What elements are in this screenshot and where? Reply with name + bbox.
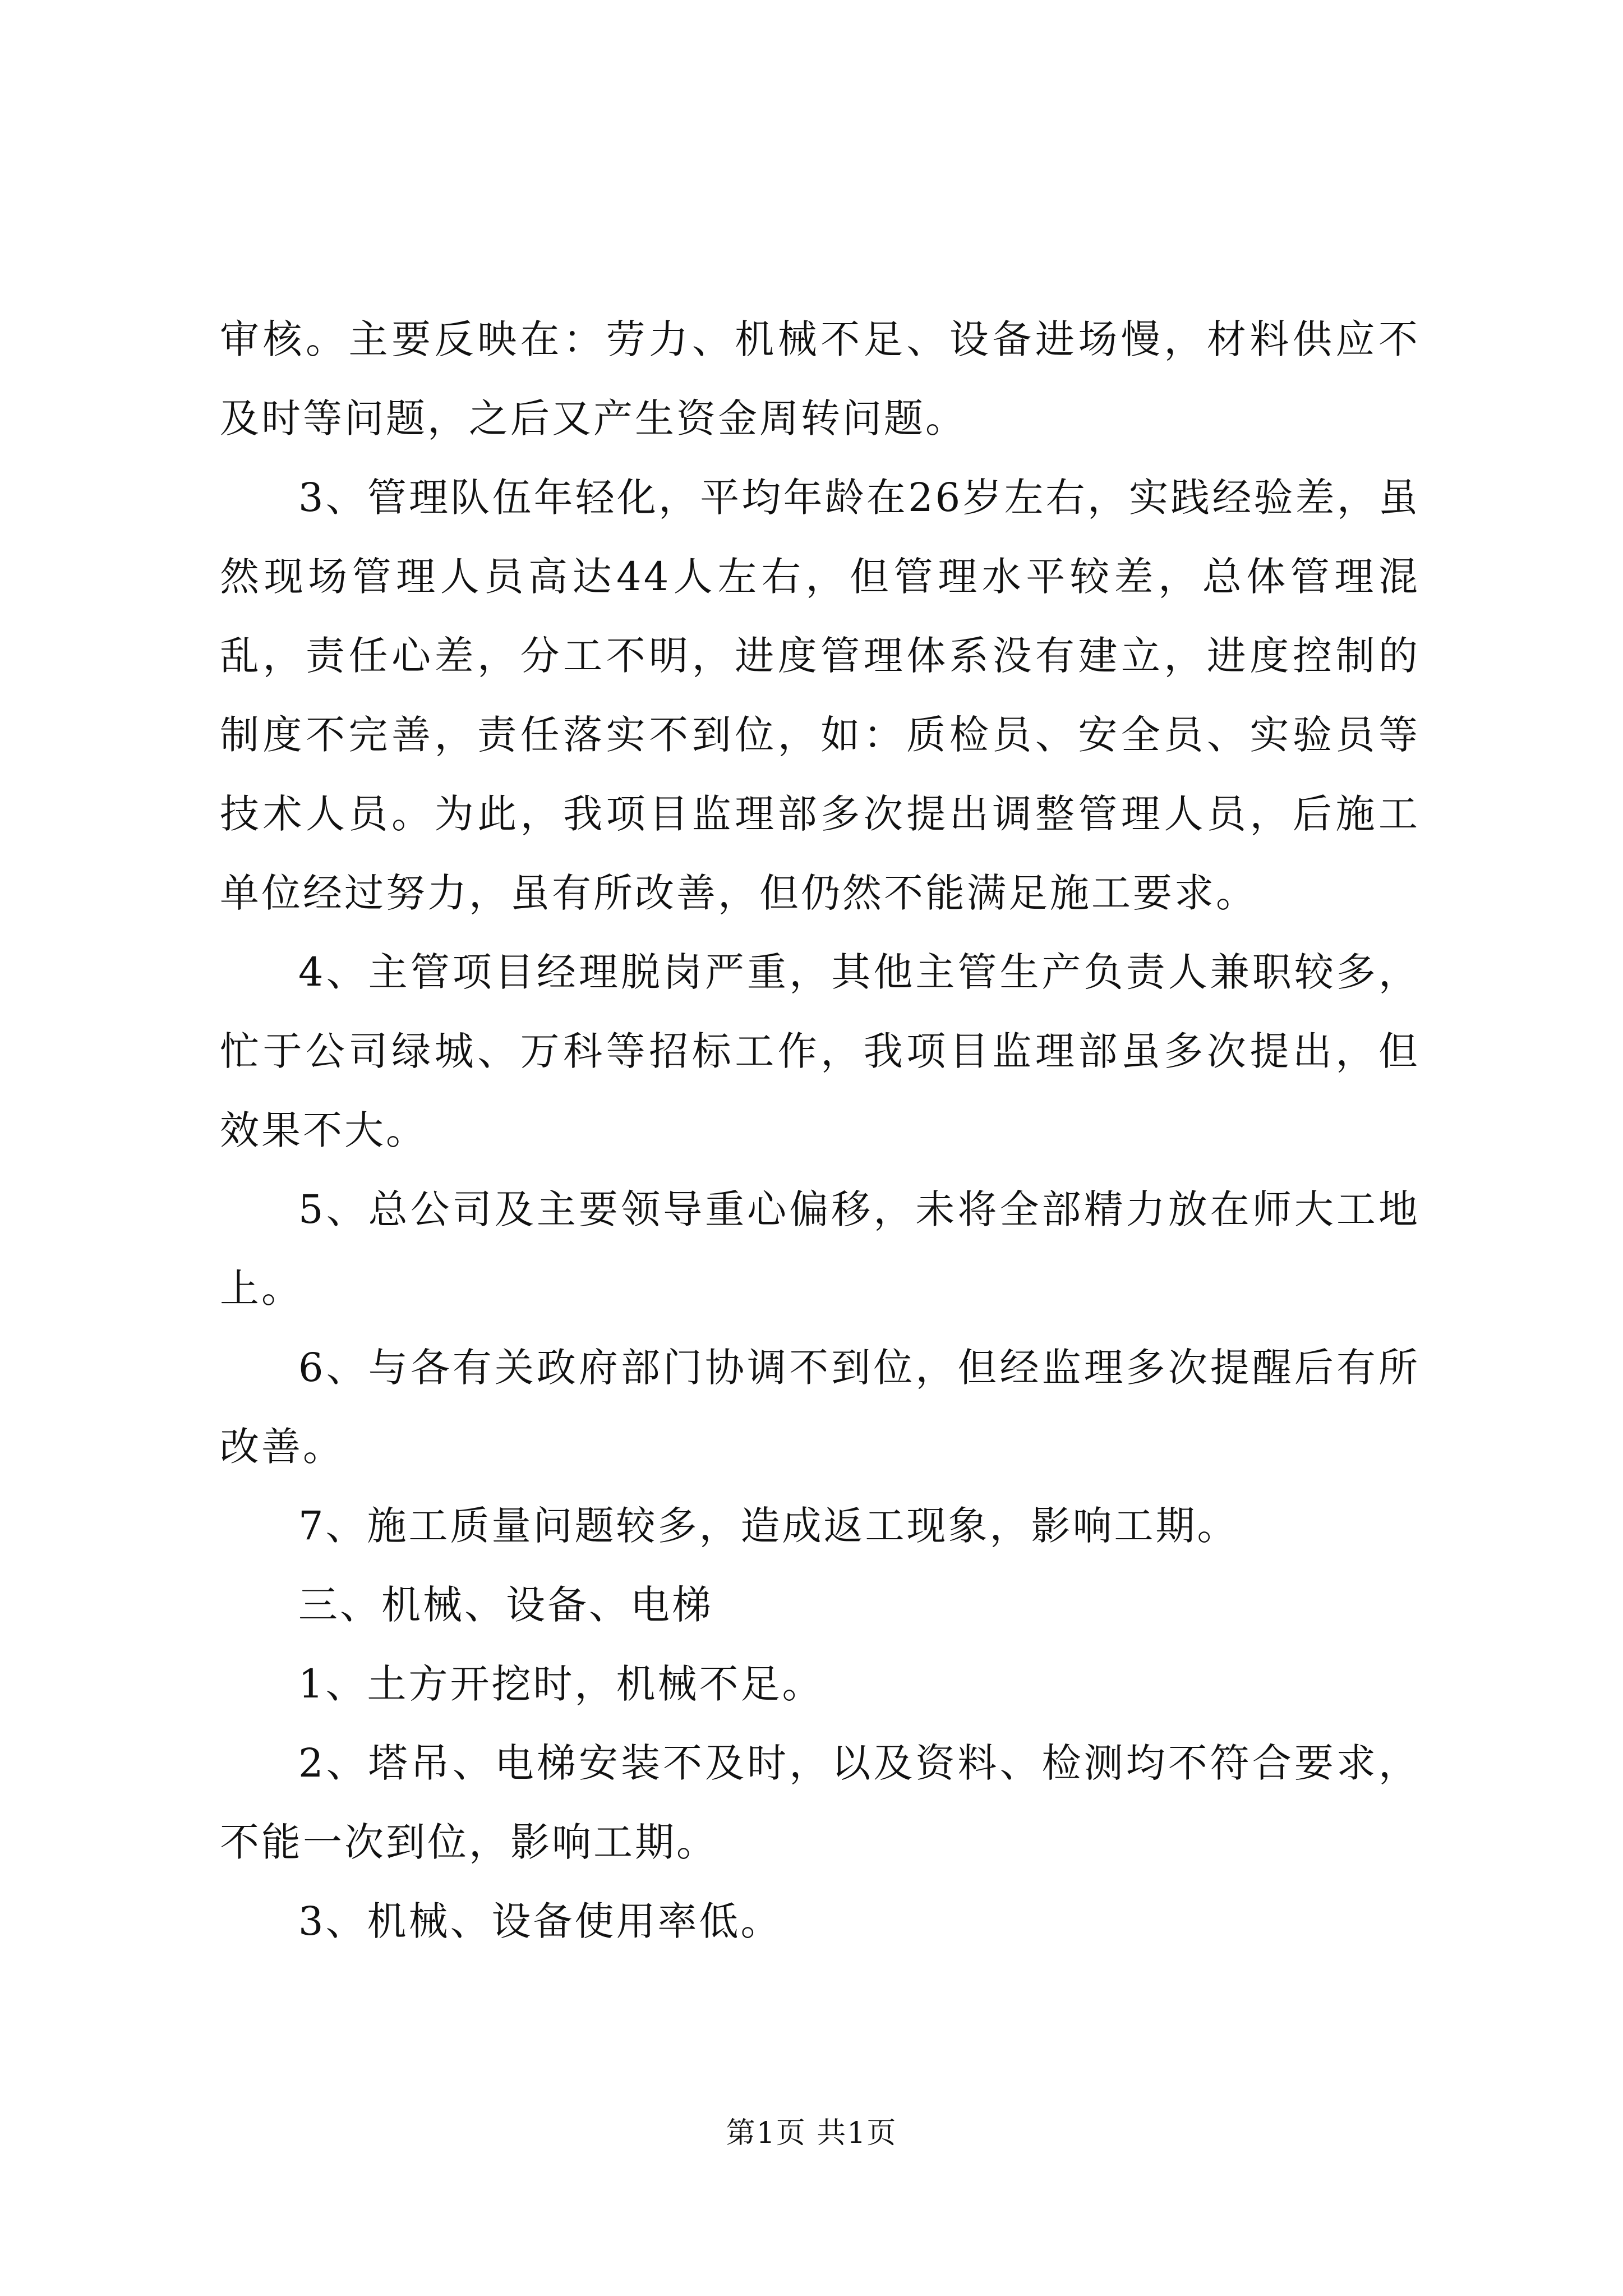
paragraph-machinery-2: 2、塔吊、电梯安装不及时，以及资料、检测均不符合要求，不能一次到位，影响工期。 bbox=[220, 1740, 1420, 1865]
paragraph-item-5: 5、总公司及主要领导重心偏移，未将全部精力放在师大工地上。 bbox=[220, 1186, 1420, 1312]
paragraph-item-4: 4、主管项目经理脱岗严重，其他主管生产负责人兼职较多，忙于公司绿城、万科等招标工作，我项目监理部虽多次提出，但效果不大。 bbox=[220, 949, 1420, 1153]
paragraph-machinery-1: 1、土方开挖时，机械不足。 bbox=[298, 1661, 824, 1707]
paragraph-continuation: 审核。主要反映在：劳力、机械不足、设备进场慢，材料供应不及时等问题，之后又产生资金周转问题。 bbox=[220, 316, 1420, 441]
paragraph-item-3: 3、管理队伍年轻化，平均年龄在26岁左右，实践经验差，虽然现场管理人员高达44人左右，但管理水平较差，总体管理混乱，责任心差，分工不明，进度管理体系没有建立，进度控制的制度不完善，责任落实不到位，如：质检员、安全员、实验员等技术人员。为此，我项目监理部多次提出调整管理人员，后施工单位经过努力，虽有所改善，但仍然不能满足施工要求。 bbox=[220, 475, 1420, 916]
document-body bbox=[220, 300, 1420, 1961]
paragraph-item-7: 7、施工质量问题较多，造成返工现象，影响工期。 bbox=[298, 1503, 1239, 1549]
page-number-footer: 第1页 共1页 bbox=[726, 2116, 897, 2150]
section-heading-machinery: 三、机械、设备、电梯 bbox=[298, 1582, 713, 1628]
paragraph-item-6: 6、与各有关政府部门协调不到位，但经监理多次提醒后有所改善。 bbox=[220, 1345, 1420, 1470]
paragraph-machinery-3: 3、机械、设备使用率低。 bbox=[298, 1898, 782, 1944]
